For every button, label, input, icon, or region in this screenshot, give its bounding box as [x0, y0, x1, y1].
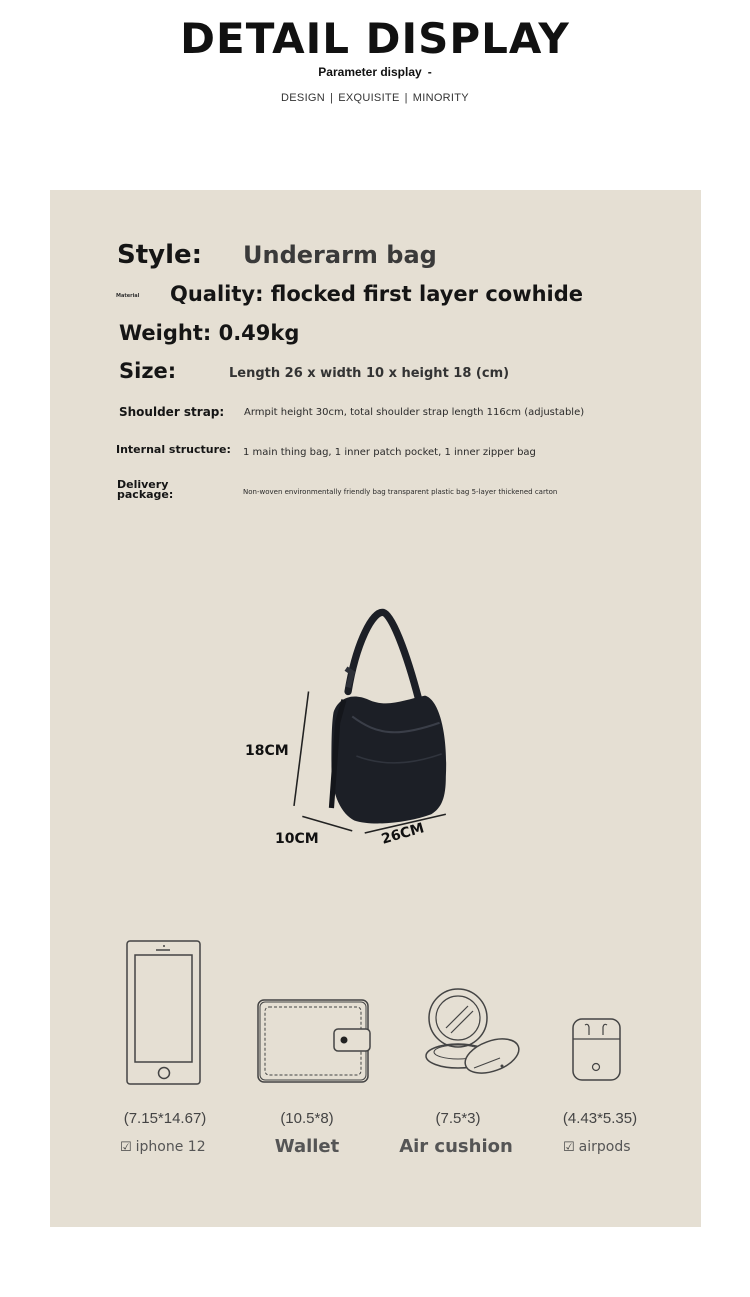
- checkbox-icon: ☑: [120, 1140, 132, 1155]
- quality-text: Quality: flocked first layer cowhide: [170, 282, 584, 306]
- width-line: [302, 816, 352, 831]
- airpods-case-icon: [571, 1017, 623, 1083]
- width-label: 10CM: [275, 831, 319, 847]
- subtitle-dash: -: [427, 65, 432, 79]
- item-size-phone: (7.15*14.67): [123, 1110, 207, 1127]
- page-subtitle: [0, 65, 750, 79]
- bag-strap: [348, 612, 419, 699]
- strap-value: Armpit height 30cm, total shoulder strap length 116cm (adjustable): [244, 407, 585, 418]
- size-label: Size:: [119, 359, 177, 383]
- phone-icon: [126, 940, 202, 1086]
- style-label: Style:: [117, 240, 203, 270]
- length-label: 26CM: [379, 820, 427, 848]
- item-label-phone: [120, 1139, 206, 1155]
- delivery-value: Non-woven environmentally friendly bag transparent plastic bag 5-layer thickened carton: [243, 488, 558, 496]
- item-label-wallet: Wallet: [274, 1136, 340, 1157]
- delivery-label: [117, 480, 173, 500]
- tag-separator: |: [330, 92, 334, 104]
- item-label-airpods-text: airpods: [578, 1139, 631, 1155]
- height-line: [294, 692, 309, 806]
- height-label: 18CM: [245, 743, 289, 759]
- item-label-air-cushion: Air cushion: [399, 1136, 513, 1157]
- wallet-icon: [256, 998, 374, 1084]
- delivery-label-line1: Delivery: [117, 478, 169, 491]
- item-size-wallet: (10.5*8): [280, 1110, 334, 1127]
- style-value: Underarm bag: [243, 241, 437, 269]
- item-label-phone-text: iphone 12: [135, 1139, 206, 1155]
- weight-text: Weight: 0.49kg: [119, 321, 300, 345]
- item-size-air-cushion: (7.5*3): [435, 1110, 481, 1127]
- material-tag: Material: [116, 293, 140, 299]
- item-size-airpods: (4.43*5.35): [562, 1110, 638, 1127]
- checkbox-icon: ☑: [563, 1140, 575, 1155]
- tag-exquisite: EXQUISITE: [338, 92, 400, 104]
- strap-label: Shoulder strap:: [119, 405, 225, 419]
- compact-mirror-icon: [424, 988, 524, 1088]
- bag-body: [331, 696, 446, 824]
- detail-panel: [50, 190, 701, 1227]
- delivery-label-line2: package:: [117, 488, 174, 501]
- internal-value: 1 main thing bag, 1 inner patch pocket, 1 inner zipper bag: [243, 447, 536, 458]
- tag-minority: MINORITY: [412, 92, 469, 104]
- internal-label: Internal structure:: [116, 443, 231, 456]
- subtitle-text: Parameter display: [318, 65, 422, 79]
- tag-separator: |: [404, 92, 408, 104]
- page-title: DETAIL DISPLAY: [180, 14, 570, 63]
- tag-design: DESIGN: [281, 92, 326, 104]
- item-label-airpods: [563, 1139, 631, 1155]
- size-value: Length 26 x width 10 x height 18 (cm): [229, 366, 510, 381]
- bag-image: [278, 600, 518, 860]
- header-tags: [0, 92, 750, 104]
